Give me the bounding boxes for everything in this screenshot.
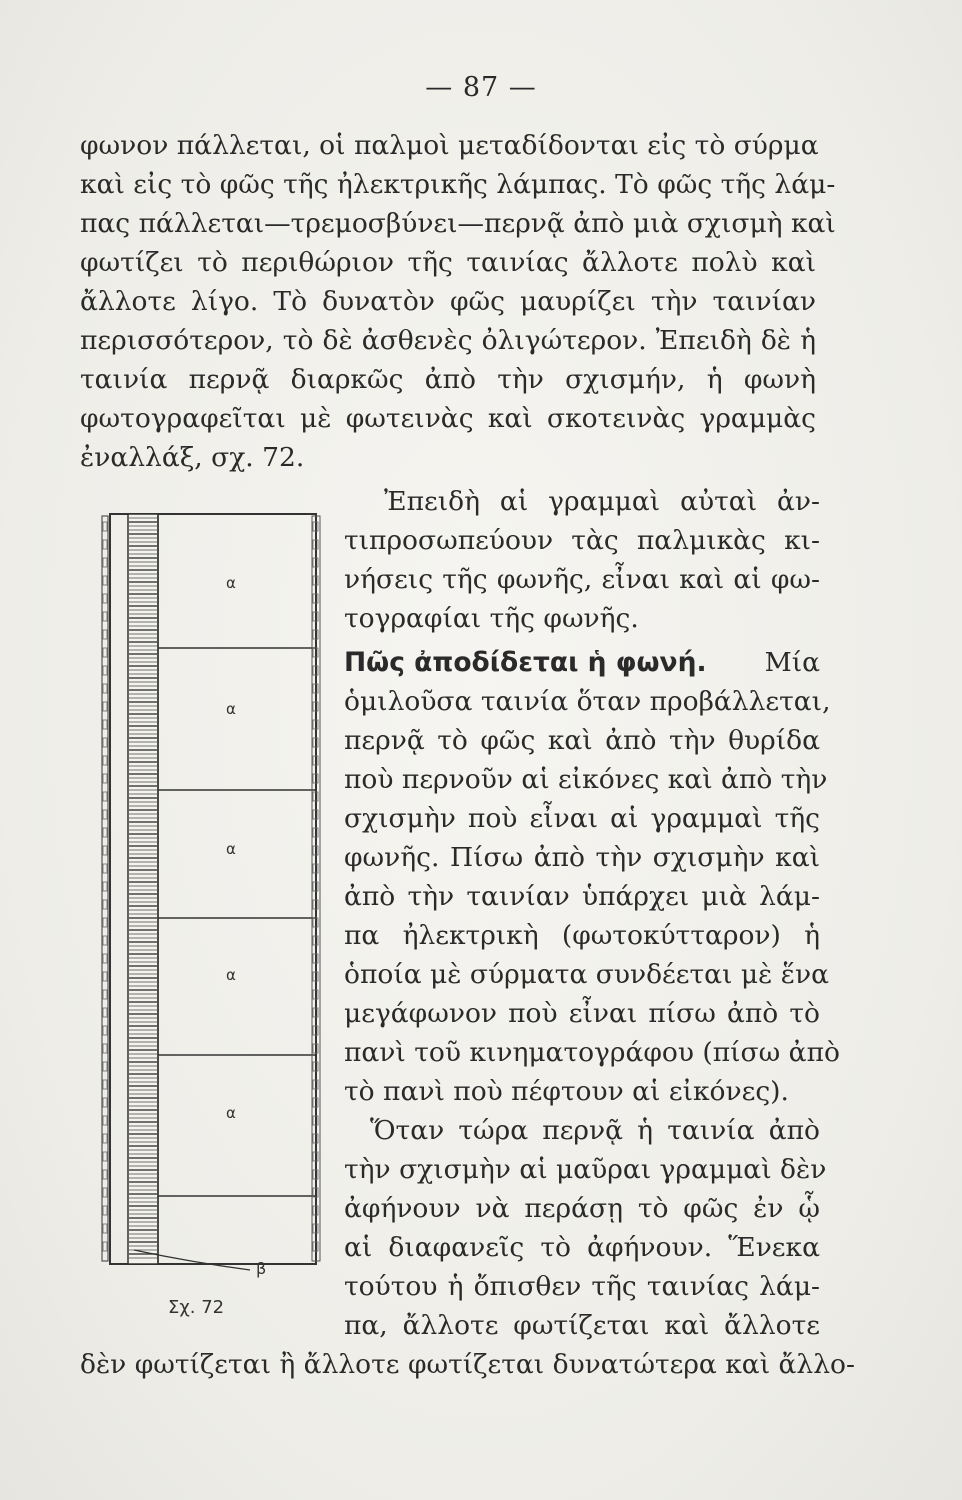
text-line: τογραφίαι τῆς φωνῆς. [344,603,639,634]
sprocket-hole [103,558,107,567]
sprocket-hole [103,1224,107,1233]
text-line: πα ἠλεκτρικὴ (φωτοκύτταρον) ἡ [344,920,820,951]
sprocket-hole [103,522,107,531]
sprocket-hole [103,684,107,693]
sprocket-hole [103,954,107,963]
sprocket-hole [103,720,107,729]
sprocket-hole [103,666,107,675]
sprocket-hole [103,1080,107,1089]
sprocket-hole [103,846,107,855]
text-line: σχισμὴν ποὺ εἶναι αἱ γραμμαὶ τῆς [344,803,820,834]
sprocket-hole [103,1152,107,1161]
text-line: φωτίζει τὸ περιθώριον τῆς ταινίας ἄλλοτε πολὺ καὶ [80,247,816,278]
sprocket-hole [103,702,107,711]
sprocket-hole [103,882,107,891]
text-line: τιπροσωπεύουν τὰς παλμικὰς κι- [344,525,820,556]
pointer-label: β [256,1259,267,1278]
sprocket-hole [103,900,107,909]
sprocket-hole [103,648,107,657]
sound-track [128,514,158,1264]
sprocket-hole [103,810,107,819]
section-heading-line [344,645,820,681]
text-line: ἄλλοτε λίγο. Τὸ δυνατὸν φῶς μαυρίζει τὴν ταινίαν [80,286,816,317]
sprocket-hole [103,738,107,747]
sprocket-hole [103,1026,107,1035]
frame-labels [226,574,236,1122]
text-line: Ὅταν τώρα περνᾷ ἡ ταινία ἀπὸ [370,1115,820,1146]
sprocket-hole [103,1116,107,1125]
sprocket-hole [103,594,107,603]
figure-caption: Σχ. 72 [168,1297,225,1318]
sprocket-hole [103,1134,107,1143]
sprocket-hole [103,864,107,873]
text-line: φωνον πάλλεται, οἱ παλμοὶ μεταδίδονται εἰς τὸ σύρμα [80,130,819,161]
sprocket-hole [103,1008,107,1017]
sprocket-hole [103,1170,107,1179]
text-line: καὶ εἰς τὸ φῶς τῆς ἠλεκτρικῆς λάμπας. Τὸ φῶς τῆς λάμ- [80,169,836,200]
text-line: τούτου ἡ ὄπισθεν τῆς ταινίας λάμ- [344,1271,820,1302]
filmstrip-figure [100,508,326,1278]
sprocket-hole [103,1188,107,1197]
frame-label: α [226,966,236,984]
text-line: μεγάφωνον ποὺ εἶναι πίσω ἀπὸ τὸ [344,998,820,1029]
sprocket-hole [103,576,107,585]
text-line: ὁποία μὲ σύρματα συνδέεται μὲ ἕνα [344,959,829,990]
text-line: φωνῆς. Πίσω ἀπὸ τὴν σχισμὴν καὶ [344,842,820,873]
text-line: πα, ἄλλοτε φωτίζεται καὶ ἄλλοτε [344,1310,820,1341]
frame-label: α [226,700,236,718]
frame-label: α [226,574,236,592]
sprocket-hole [103,990,107,999]
text-line: περνᾷ τὸ φῶς καὶ ἀπὸ τὴν θυρίδα [344,725,820,756]
sprocket-holes-left [102,516,108,1261]
text-line: αἱ διαφανεῖς τὸ ἀφήνουν. Ἕνεκα [344,1232,820,1263]
sprocket-hole [103,918,107,927]
text-line: πας πάλλεται—τρεμοσβύνει—περνᾷ ἀπὸ μιὰ σχισμὴ καὶ [80,208,836,239]
sprocket-hole [103,1242,107,1251]
sprocket-hole [103,630,107,639]
text-line: φωτογραφεῖται μὲ φωτεινὰς καὶ σκοτεινὰς γραμμὰς [80,403,816,434]
heading-continuation: Μία [764,647,820,678]
sprocket-hole [103,1062,107,1071]
text-line-last: δὲν φωτίζεται ἢ ἄλλοτε φωτίζεται δυνατώτερα καὶ ἄλλο- [80,1349,855,1380]
sprocket-hole [103,792,107,801]
film-frames [158,648,316,1196]
text-line: ἀπὸ τὴν ταινίαν ὑπάρχει μιὰ λάμ- [344,881,820,912]
section-heading: Πῶς ἀποδίδεται ἡ φωνή. [344,647,707,678]
text-line: περισσότερον, τὸ δὲ ἀσθενὲς ὀλιγώτερον. Ἐπειδὴ δὲ ἡ [80,325,816,356]
sprocket-hole [103,828,107,837]
text-line: ποὺ περνοῦν αἱ εἰκόνες καὶ ἀπὸ τὴν [344,764,828,795]
frame-label: α [226,840,236,858]
sprocket-hole [103,1206,107,1215]
text-line: τὸ πανὶ ποὺ πέφτουν αἱ εἰκόνες). [344,1076,789,1107]
text-line: πανὶ τοῦ κινηματογράφου (πίσω ἀπὸ [344,1037,840,1068]
sprocket-hole [103,1044,107,1053]
text-line: ἐναλλάξ, σχ. 72. [80,442,305,473]
sprocket-hole [103,612,107,621]
frame-label: α [226,1104,236,1122]
page-number: — 87 — [425,72,537,103]
sprocket-hole [103,774,107,783]
text-line: τὴν σχισμὴν αἱ μαῦραι γραμμαὶ δὲν [344,1154,827,1185]
sprocket-hole [103,936,107,945]
sprocket-hole [103,972,107,981]
text-line: Ἐπειδὴ αἱ γραμμαὶ αὐταὶ ἀν- [384,486,820,517]
text-line: ἀφήνουν νὰ περάσῃ τὸ φῶς ἐν ᾧ [344,1193,820,1224]
text-line: ταινία περνᾷ διαρκῶς ἀπὸ τὴν σχισμήν, ἡ φωνὴ [80,364,816,395]
text-line: ὁμιλοῦσα ταινία ὅταν προβάλλεται, [344,686,831,717]
sprocket-hole [103,540,107,549]
text-line: νήσεις τῆς φωνῆς, εἶναι καὶ αἱ φω- [344,564,820,595]
sprocket-hole [103,1098,107,1107]
sprocket-hole [103,756,107,765]
